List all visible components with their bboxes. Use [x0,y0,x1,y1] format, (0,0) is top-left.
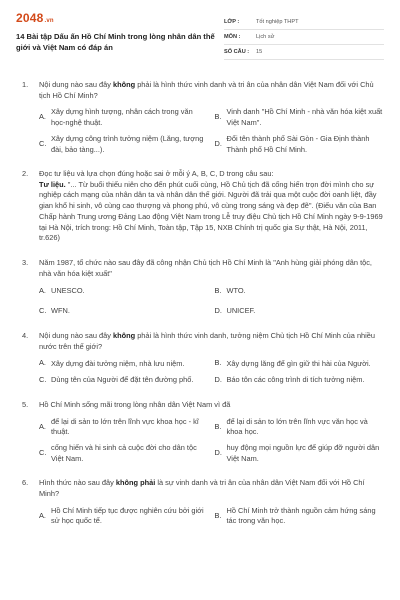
option-d[interactable] [215,306,385,317]
question-1 [22,80,384,155]
question-list [0,60,400,526]
option-letter: A. [39,285,46,295]
option-b[interactable] [215,107,385,128]
option-b[interactable] [215,417,385,438]
option-a[interactable] [39,417,209,438]
option-letter: B. [214,285,222,295]
option-text: Hồ Chí Minh tiếp tục được nghiên cứu bởi giới sử học quốc tế. [51,505,204,525]
option-a[interactable] [39,506,209,527]
option-b[interactable] [215,358,385,369]
question-emphasis: không [112,330,136,340]
options-grid [39,506,384,527]
question-text [39,478,384,499]
question-text [39,80,384,101]
option-letter: B. [214,421,222,431]
option-text: WFN. [51,306,70,316]
option-a[interactable] [39,107,209,128]
question-text: Hồ Chí Minh sống mãi trong lòng nhân dân Việt Nam vì đã [39,399,231,409]
option-letter: D. [214,375,222,385]
question-2 [22,169,384,244]
option-b[interactable] [215,506,385,527]
meta-value: Tốt nghiệp THPT [256,18,299,25]
question-text-part: Nội dung nào sau đây [39,80,113,89]
question-3 [22,258,384,317]
option-letter: C. [39,448,47,458]
option-letter: B. [214,510,222,520]
question-5 [22,400,384,464]
option-text: Báo tôn các công trình di tích tưởng niệm. [226,375,365,385]
option-letter: C. [39,139,47,149]
question-4 [22,331,384,386]
page-title: 14 Bài tập Dấu ấn Hồ Chí Minh trong lòng nhân dân thế giới và Việt Nam có đáp án [16,32,215,53]
option-text: WTO. [226,285,246,295]
question-text-part: Hình thức nào sau đây [39,478,116,488]
option-text: Hồ Chí Minh trở thành nguồn cảm hứng sáng tác trong văn học. [226,505,376,525]
options-grid [39,358,384,385]
question-text: Đọc tư liệu và lựa chọn đúng hoặc sai ở mỗi ý A, B, C, D trong câu sau: [39,168,274,178]
option-text: cống hiến và hi sinh cả cuộc đời cho dân tộc Việt Nam. [51,443,197,463]
option-text: Xây dựng hình tượng, nhân cách trong văn học-nghệ thuật. [51,107,193,127]
option-letter: D. [214,139,222,149]
option-d[interactable] [215,375,385,386]
option-letter: A. [39,358,46,368]
option-letter: C. [39,306,47,316]
option-c[interactable] [39,443,209,464]
question-text-part: là sự vinh danh và tri ân của nhân dân Việt Nam đối với Hồ Chí Minh? [39,478,365,498]
meta-label: LỚP : [224,18,240,25]
document-header [0,0,400,60]
option-c[interactable] [39,375,209,386]
question-number: 4. [22,330,29,340]
question-number: 5. [22,399,29,409]
logo-main: 2048 [16,11,44,25]
option-a[interactable] [39,358,209,369]
options-grid [39,107,384,154]
question-number: 1. [22,80,29,89]
meta-row-subject [224,30,384,45]
option-letter: B. [214,358,222,368]
meta-label: SỐ CÂU : [224,48,250,55]
option-letter: D. [214,306,222,316]
question-text-part: Nội dung nào sau đây [39,330,113,340]
question-text [39,331,384,352]
option-a[interactable] [39,286,209,297]
option-text: Dùng tên của Người để đặt tên đường phố. [51,375,194,385]
option-b[interactable] [215,286,385,297]
question-number: 3. [22,258,29,268]
option-text: Đổi tên thành phố Sài Gòn - Gia Định thành Thành phố Hồ Chí Minh. [226,134,370,154]
option-text: để lại di sản to lớn trên lĩnh vực văn học và khoa học. [226,416,368,437]
meta-value: Lịch sử [256,33,275,40]
meta-panel [224,15,384,60]
option-letter: D. [214,448,222,458]
question-6 [22,478,384,526]
question-text-part: phải là hình thức vinh danh, tưởng niệm Chủ tịch Hồ Chí Minh của nhiều nước trên thế giới? [39,330,376,351]
options-grid [39,417,384,464]
option-letter: B. [214,112,222,122]
option-d[interactable] [215,134,385,155]
question-number: 2. [22,168,29,178]
option-c[interactable] [39,134,209,155]
meta-row-grade [224,15,384,30]
option-c[interactable] [39,306,209,317]
option-letter: C. [39,375,47,385]
option-letter: A. [39,112,46,122]
options-grid [39,286,384,317]
source-passage [39,180,384,244]
question-text: Năm 1987, tổ chức nào sau đây đã công nhận Chủ tịch Hồ Chí Minh là "Anh hùng giải phóng dân tộc, nhà văn hóa kiệt xuất" [39,258,372,278]
option-letter: A. [39,421,46,431]
meta-label: MÔN : [224,33,241,40]
option-text: Vinh danh "Hồ Chí Minh - nhà văn hóa kiệt xuất Việt Nam". [226,107,383,127]
option-text: để lại di sản to lớn trên lĩnh vực khoa học - kĩ thuật. [51,416,199,437]
option-text: UNESCO. [51,285,85,295]
passage-text: "... Từ buổi thiếu niên cho đến phút cuối cùng, Hồ Chủ tịch đã cống hiến trọn đời mình cho sự nghiệp cách mạng của nhân dân ta và nhân dân thế giới. Người đã trải qua một cuộc đời oanh liệt, đầy gian khổ hi sinh, vô cùng cao thượng và phong phú, vô cùng trong sáng và đẹp đẽ". (Điếu văn của Ban Chấp hành Trung ương Đảng Lao động Việt Nam trong Lễ truy điệu Chủ tịch Hồ Chí Minh ngày 9-9-1969 tại Hà Nội, trích trong: Hồ Chí Minh, Toàn tập, Tập 15, NXB Chính trị quốc gia Sự thật, Hà Nội, 2011, tr.626) [39,179,383,243]
question-emphasis: không phải [115,478,156,488]
option-d[interactable] [215,443,385,464]
meta-value: 15 [256,48,263,55]
logo-suffix: .vn [44,18,54,24]
option-text: Xây dựng đài tưởng niệm, nhà lưu niệm. [51,358,185,368]
option-text: huy động mọi nguồn lực để giúp đỡ người dân Việt Nam. [226,443,380,463]
option-text: UNICEF. [226,306,256,316]
passage-label: Tư liệu. [39,179,66,189]
option-letter: A. [39,510,46,520]
question-text-part: phải là hình thức vinh danh và tri ân của nhân dân Việt Nam đối với Chủ tịch Hồ Chí Minh? [39,80,374,100]
question-emphasis: không [112,80,136,89]
option-text: Xây dựng lăng để gìn giữ thi hài của Người. [226,358,371,368]
question-number: 6. [22,478,29,488]
meta-row-count [224,45,384,60]
option-text: Xây dựng công trình tưởng niệm (Lăng, tượng đài, bảo tàng...). [51,134,204,154]
